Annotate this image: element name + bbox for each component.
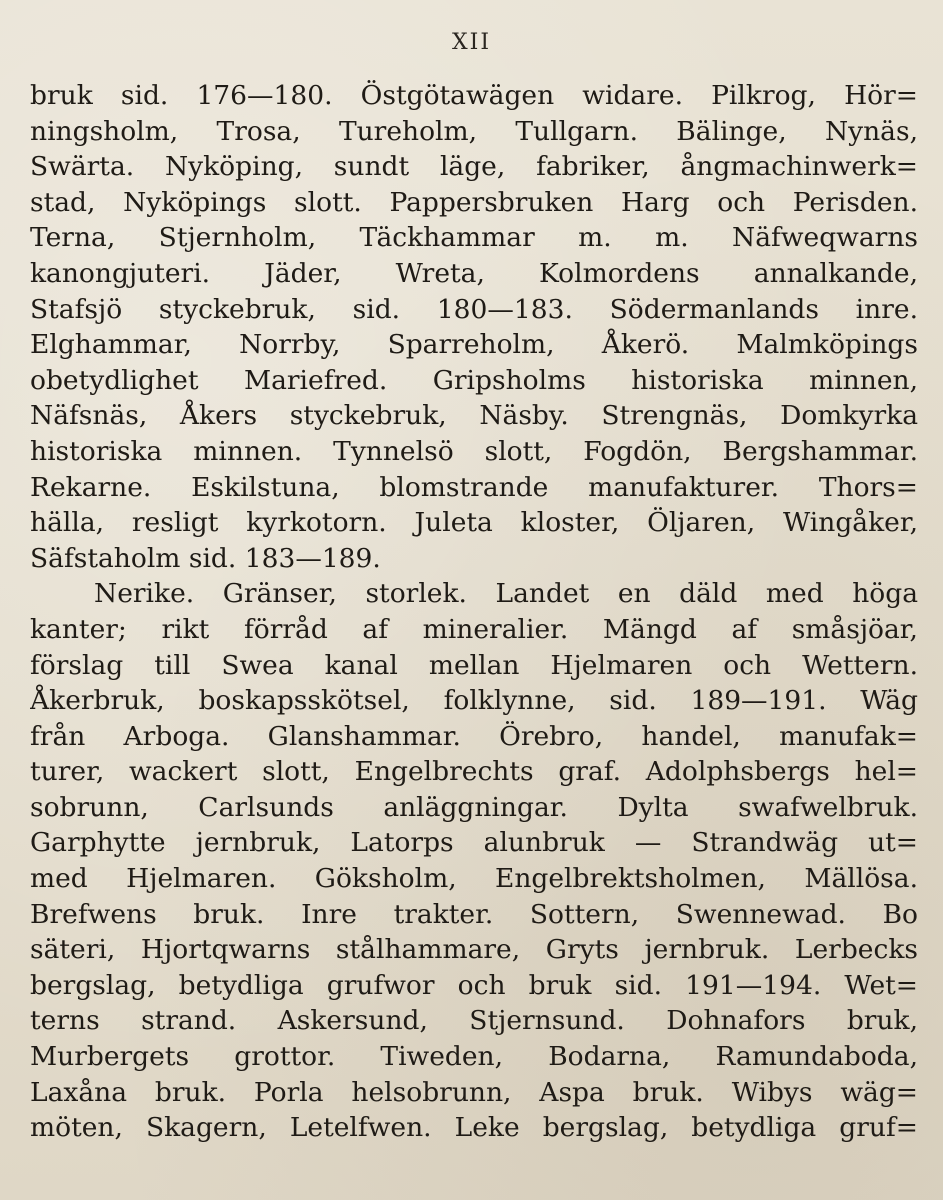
text-line: kanongjuteri. Jäder, Wreta, Kolmordens annalkande, — [30, 257, 918, 289]
text-line: Swärta. Nyköping, sundt läge, fabriker, ångmachinwerk= — [30, 151, 918, 183]
text-line: Nerike. Gränser, storlek. Landet en däld med höga — [94, 578, 918, 610]
text-line: bruk sid. 176—180. Östgötawägen widare. Pilkrog, Hör= — [30, 80, 918, 111]
text-line: möten, Skagern, Letelfwen. Leke bergslag, betydliga gruf= — [30, 1112, 918, 1144]
text-line: Garphytte jernbruk, Latorps alunbruk — Strandwäg ut= — [30, 827, 918, 859]
text-line: hälla, resligt kyrkotorn. Juleta kloster, Öljaren, Wingåker, — [30, 507, 918, 539]
text-line: Rekarne. Eskilstuna, blomstrande manufakturer. Thors= — [30, 471, 918, 503]
text-line: sobrunn, Carlsunds anläggningar. Dylta swafwelbruk. — [30, 791, 918, 823]
text-line: kanter; rikt förråd af mineralier. Mängd af småsjöar, — [30, 613, 918, 645]
text-line: säteri, Hjortqwarns stålhammare, Gryts jernbruk. Lerbecks — [30, 934, 918, 966]
text-line: Åkerbruk, boskapsskötsel, folklynne, sid. 189—191. Wäg — [30, 685, 918, 717]
text-line: Terna, Stjernholm, Täckhammar m. m. Näfweqwarns — [30, 222, 918, 254]
text-line: Laxåna bruk. Porla helsobrunn, Aspa bruk. Wibys wäg= — [30, 1076, 918, 1108]
text-line: Elghammar, Norrby, Sparreholm, Åkerö. Malmköpings — [30, 329, 918, 361]
text-line: Stafsjö styckebruk, sid. 180—183. Södermanlands inre. — [30, 293, 918, 325]
text-line: terns strand. Askersund, Stjernsund. Dohnafors bruk, — [30, 1005, 918, 1037]
text-line: Murbergets grottor. Tiweden, Bodarna, Ramundaboda, — [30, 1041, 918, 1073]
text-line: stad, Nyköpings slott. Pappersbruken Harg och Perisden. — [30, 186, 918, 218]
text-line: turer, wackert slott, Engelbrechts graf. Adolphsbergs hel= — [30, 756, 918, 788]
text-line: bergslag, betydliga grufwor och bruk sid. 191—194. Wet= — [30, 969, 918, 1001]
text-line: Brefwens bruk. Inre trakter. Sottern, Swennewad. Bo — [30, 898, 918, 930]
text-line: Näfsnäs, Åkers styckebruk, Näsby. Strengnäs, Domkyrka — [30, 400, 918, 432]
text-line: Säfstaholm sid. 183—189. — [30, 542, 381, 574]
body-text — [30, 78, 918, 1146]
text-line: förslag till Swea kanal mellan Hjelmaren och Wettern. — [30, 649, 918, 681]
text-line: från Arboga. Glanshammar. Örebro, handel, manufak= — [30, 720, 918, 752]
text-line: historiska minnen. Tynnelsö slott, Fogdön, Bergshammar. — [30, 435, 918, 467]
text-line: obetydlighet Mariefred. Gripsholms historiska minnen, — [30, 364, 918, 396]
text-line: ningsholm, Trosa, Tureholm, Tullgarn. Bälinge, Nynäs, — [30, 115, 918, 147]
text-line: med Hjelmaren. Göksholm, Engelbrektsholmen, Mällösa. — [30, 863, 918, 895]
page-number: XII — [451, 30, 492, 55]
